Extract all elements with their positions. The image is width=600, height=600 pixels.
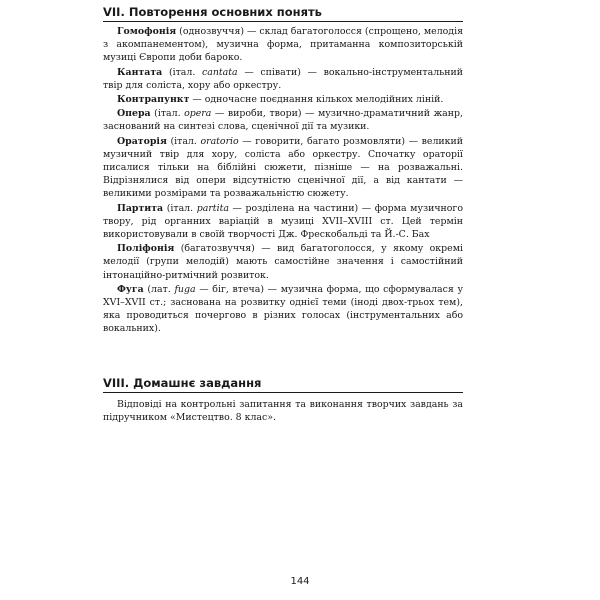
definition-text: — вироби, твори) — музично-драматичний жанр, заснований на синтезі слова, сценічної дії та музики. xyxy=(103,108,464,133)
term: Гомофонія xyxy=(117,26,177,37)
term: Кантата xyxy=(117,66,163,78)
etymology: cantata xyxy=(202,66,238,78)
term: Поліфонія xyxy=(117,243,175,255)
definition-text: (лат. xyxy=(143,283,175,295)
term: Фуга xyxy=(117,283,144,295)
definition-text: (італ. xyxy=(162,66,203,78)
definition-text: — біг, втеча) — музична форма, що сформувалася у XVI–XVII ст.; заснована на розвитку однієї теми (іноді двох-трьох тем), яка проводиться почергово в різних голосах (інструментальних або вокальних). xyxy=(103,283,463,335)
definition-cantata xyxy=(103,66,463,92)
definition-text: — говорити, багато розмовляти) — великий музичний твір для хору, соліста або оркестру. Спочатку ораторії писалися тільки на біблійні сюжети, пізніше — на розважальні. Відрізнялися від опери відсутністю сценічної дії, а від кантати — великими розмірами та розважальністю сюжету. xyxy=(103,135,464,200)
term: Ораторія xyxy=(117,135,167,147)
definition-text: — розділена на частини) — форма музичного твору, рід органних варіацій в музиці XVII–XVIII ст. Цей термін використовували в своїй творчості Дж. Фрескобальді та Й.-С. Бах xyxy=(103,202,463,241)
section-7-heading: VII. Повторення основних понять xyxy=(103,5,463,22)
term: Партита xyxy=(117,202,164,214)
definition-text: (італ. xyxy=(166,135,201,147)
etymology: oratorio xyxy=(200,135,239,147)
definition-text: (багатозвуччя) — вид багатоголосся, у якому окремі мелодії (групи мелодій) мають самостійне значення і самостійний інтонаційно-ритмічний розвиток. xyxy=(103,243,463,281)
homework-text: Відповіді на контрольні запитання та виконання творчих завдань за підручником «Мистецтво. 8 клас». xyxy=(103,399,463,424)
section-8-heading: VIII. Домашнє завдання xyxy=(103,376,463,393)
definition-text: — співати) — вокально-інструментальний твір для соліста, хору або оркестру. xyxy=(103,66,463,91)
etymology: opera xyxy=(184,108,212,120)
definition-text: — одночасне поєднання кількох мелодійних ліній. xyxy=(189,94,444,106)
definitions-list xyxy=(103,25,463,337)
definition-text: (італ. xyxy=(150,108,185,120)
definition-partita xyxy=(103,202,463,242)
definition-opera xyxy=(103,107,463,133)
definition-oratorio xyxy=(103,135,463,201)
definition-counterpoint xyxy=(103,93,463,106)
etymology: partita xyxy=(196,202,229,214)
definition-text: (італ. xyxy=(163,202,197,214)
page-number: 144 xyxy=(290,576,310,587)
definition-polyphony xyxy=(103,242,463,282)
etymology: fuga xyxy=(174,283,196,295)
definition-homophony xyxy=(103,25,463,65)
definition-text: (однозвуччя) — склад багатоголосся (спрощено, мелодія з акомпанементом), музична форма, притаманна композиторській музиці Європи доби бароко. xyxy=(103,26,463,64)
definition-fugue xyxy=(103,283,463,336)
term: Опера xyxy=(117,108,151,120)
term: Контрапункт xyxy=(117,94,190,106)
